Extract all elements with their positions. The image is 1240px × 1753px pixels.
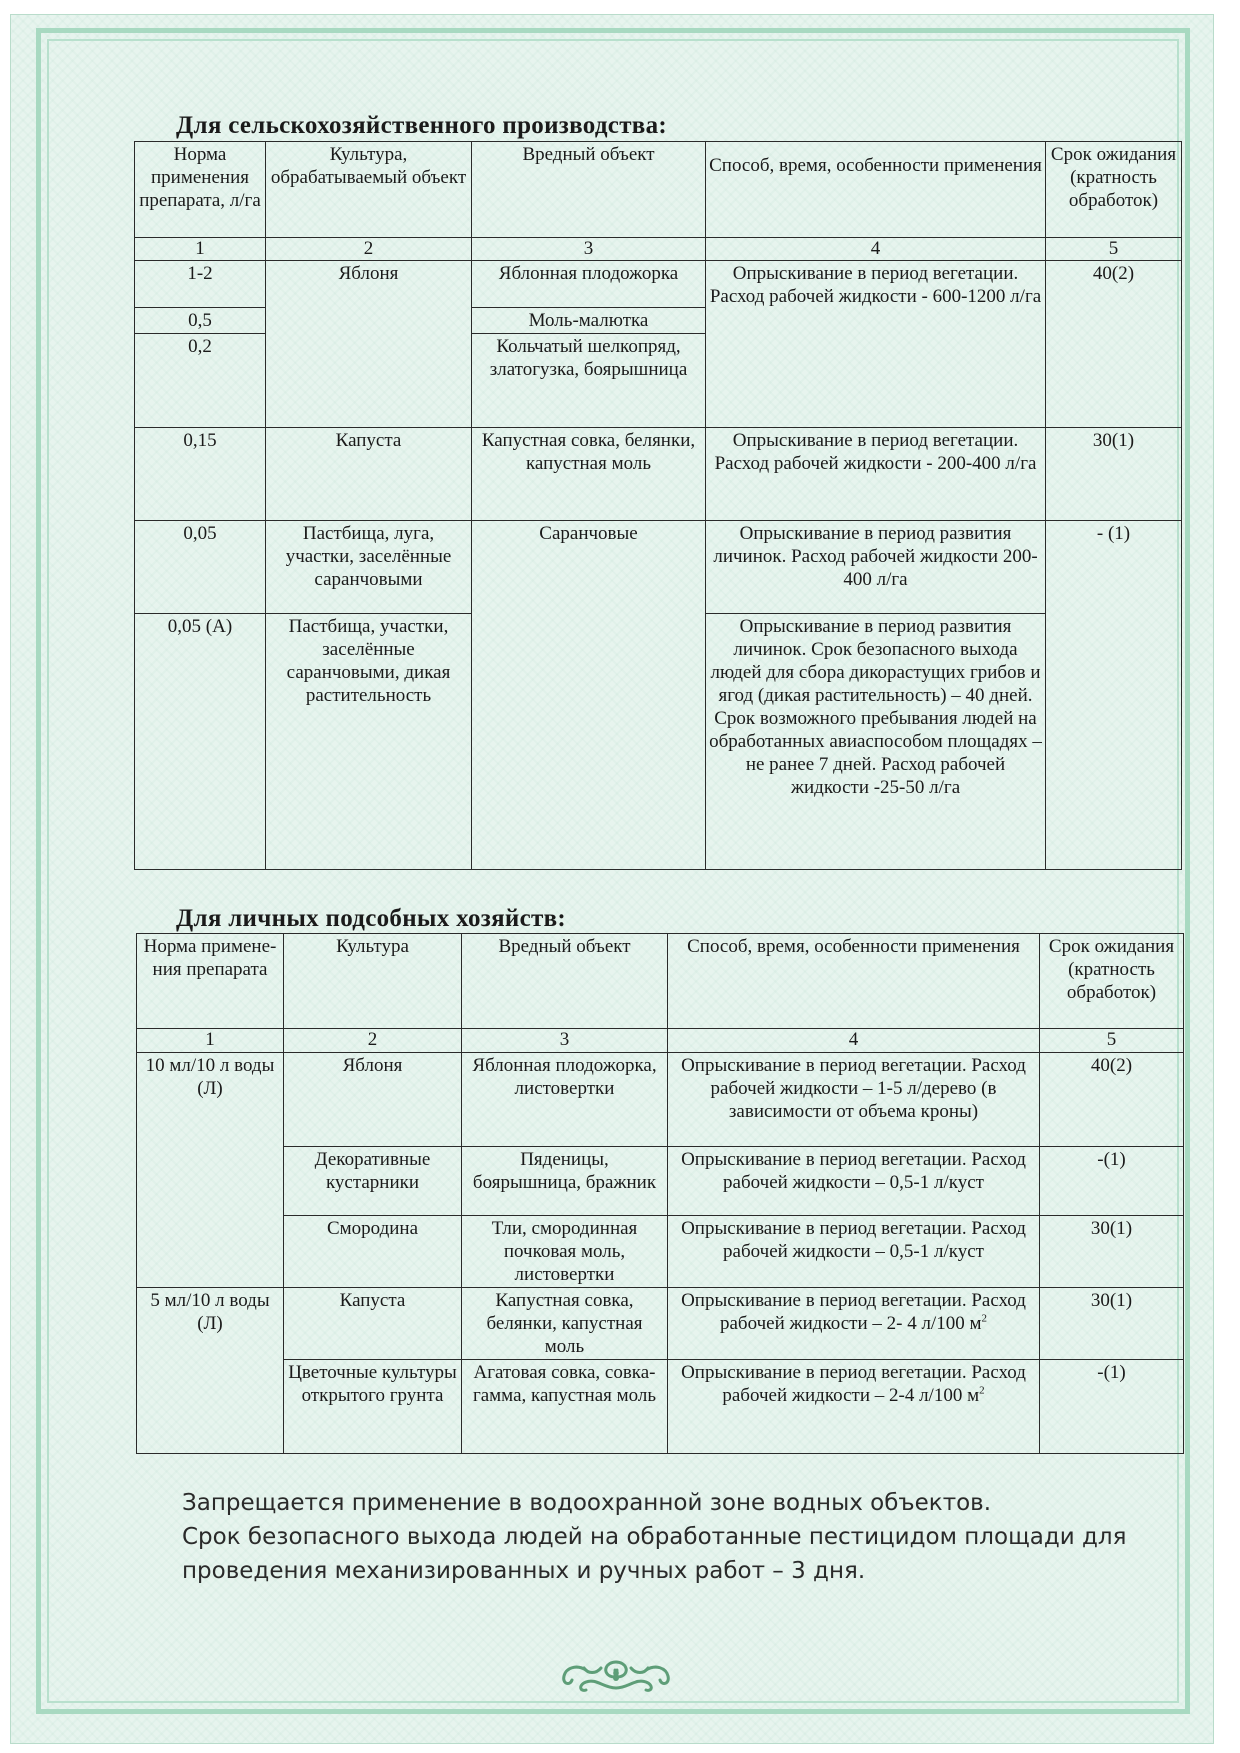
table-row: [135, 261, 1182, 308]
col-number: 4: [706, 238, 1046, 261]
column-number-row: [135, 238, 1182, 261]
col-number: 1: [135, 238, 266, 261]
wait-cell: -(1): [1040, 1360, 1184, 1454]
section-heading-household: Для личных подсобных хозяйств:: [176, 905, 567, 932]
pest-cell: Капустная совка, белянки, капустная моль: [472, 428, 706, 521]
culture-cell: Декоративные кустарники: [284, 1147, 462, 1216]
header-method: Способ, время, особенности применения: [706, 142, 1046, 238]
norm-cell: 0,2: [135, 334, 266, 428]
wait-cell: -(1): [1040, 1147, 1184, 1216]
norm-cell: 5 мл/10 л воды (Л): [137, 1288, 284, 1454]
col-number: 2: [266, 238, 472, 261]
culture-cell: Яблоня: [266, 261, 472, 428]
wait-cell: 30(1): [1040, 1216, 1184, 1288]
norm-cell: 0,05: [135, 521, 266, 614]
pest-cell: Пяденицы, боярышница, бражник: [462, 1147, 668, 1216]
header-culture: Культура: [284, 934, 462, 1029]
method-cell: Опрыскивание в период развития личинок. Расход рабочей жидкости 200-400 л/га: [706, 521, 1046, 614]
col-number: 2: [284, 1029, 462, 1053]
column-number-row: [137, 1029, 1184, 1053]
pest-cell: Саранчовые: [472, 521, 706, 870]
wait-cell: 30(1): [1040, 1288, 1184, 1360]
table-row: [137, 1147, 1184, 1216]
footer-line-2: Срок безопасного выхода людей на обработанные пестицидом площади для проведения механизированных и ручных работ – 3 дня.: [182, 1524, 1127, 1584]
superscript: 2: [979, 1384, 985, 1397]
table-row: [137, 1216, 1184, 1288]
pest-cell: Агатовая совка, совка-гамма, капустная моль: [462, 1360, 668, 1454]
pest-cell: Яблонная плодожорка, листовертки: [462, 1053, 668, 1147]
table-row: [135, 521, 1182, 614]
table-row: [137, 1053, 1184, 1147]
pest-cell: Тли, смородинная почковая моль, листовертки: [462, 1216, 668, 1288]
wait-cell: 40(2): [1040, 1053, 1184, 1147]
method-cell: Опрыскивание в период развития личинок. Срок безопасного выхода людей для сбора дикорастущих грибов и ягод (дикая растительность) – 40 дней. Срок возможного пребывания людей на обработанных авиаспособом площадях – не ранее 7 дней. Расход рабочей жидкости -25-50 л/га: [706, 614, 1046, 870]
header-wait: Срок ожидания (кратность обработок): [1040, 934, 1184, 1029]
norm-cell: 1-2: [135, 261, 266, 308]
col-number: 3: [462, 1029, 668, 1053]
footer-notes: [182, 1486, 1142, 1588]
col-number: 3: [472, 238, 706, 261]
norm-cell: 0,05 (А): [135, 614, 266, 870]
pest-cell: Моль-малютка: [472, 308, 706, 334]
norm-cell: 0,5: [135, 308, 266, 334]
pest-cell: Капустная совка, белянки, капустная моль: [462, 1288, 668, 1360]
culture-cell: Пастбища, луга, участки, заселённые саранчовыми: [266, 521, 472, 614]
culture-cell: Пастбища, участки, заселённые саранчовыми, дикая растительность: [266, 614, 472, 870]
superscript: 2: [981, 1312, 987, 1325]
norm-cell: 10 мл/10 л воды (Л): [137, 1053, 284, 1288]
pest-cell: Кольчатый шелкопряд, златогузка, боярышница: [472, 334, 706, 428]
col-number: 5: [1040, 1029, 1184, 1053]
table-row: [135, 428, 1182, 521]
section-heading-agricultural: Для сельскохозяйственного производства:: [176, 112, 667, 139]
culture-cell: Капуста: [266, 428, 472, 521]
table-header-row: [137, 934, 1184, 1029]
header-method: Способ, время, особенности применения: [668, 934, 1040, 1029]
method-cell: Опрыскивание в период вегетации. Расход рабочей жидкости - 600-1200 л/га: [706, 261, 1046, 428]
wait-cell: - (1): [1046, 521, 1182, 870]
culture-cell: Капуста: [284, 1288, 462, 1360]
ornament-icon: [556, 1656, 676, 1694]
col-number: 1: [137, 1029, 284, 1053]
method-text: Опрыскивание в период вегетации. Расход рабочей жидкости – 2- 4 л/100 м: [681, 1290, 1026, 1334]
culture-cell: Цветочные культуры открытого грунта: [284, 1360, 462, 1454]
table-row: [137, 1288, 1184, 1360]
header-pest: Вредный объект: [462, 934, 668, 1029]
table-row: [137, 1360, 1184, 1454]
method-cell: Опрыскивание в период вегетации. Расход рабочей жидкости – 1-5 л/дерево (в зависимости от объема кроны): [668, 1053, 1040, 1147]
agricultural-usage-table: [134, 141, 1182, 870]
wait-cell: 40(2): [1046, 261, 1182, 428]
culture-cell: Яблоня: [284, 1053, 462, 1147]
method-cell: [668, 1360, 1040, 1454]
method-text: Опрыскивание в период вегетации. Расход рабочей жидкости – 2-4 л/100 м: [681, 1362, 1026, 1406]
header-wait: Срок ожидания (кратность обработок): [1046, 142, 1182, 238]
method-cell: Опрыскивание в период вегетации. Расход рабочей жидкости – 0,5-1 л/куст: [668, 1216, 1040, 1288]
method-cell: [668, 1288, 1040, 1360]
wait-cell: 30(1): [1046, 428, 1182, 521]
household-usage-table: [136, 933, 1184, 1454]
norm-cell: 0,15: [135, 428, 266, 521]
footer-line-1: Запрещается применение в водоохранной зоне водных объектов.: [182, 1490, 992, 1516]
table-header-row: [135, 142, 1182, 238]
culture-cell: Смородина: [284, 1216, 462, 1288]
header-norm: Норма примене-ния препарата: [137, 934, 284, 1029]
col-number: 4: [668, 1029, 1040, 1053]
method-cell: Опрыскивание в период вегетации. Расход рабочей жидкости - 200-400 л/га: [706, 428, 1046, 521]
method-cell: Опрыскивание в период вегетации. Расход рабочей жидкости – 0,5-1 л/куст: [668, 1147, 1040, 1216]
header-norm: Норма применения препарата, л/га: [135, 142, 266, 238]
header-culture: Культура, обрабатываемый объект: [266, 142, 472, 238]
pest-cell: Яблонная плодожорка: [472, 261, 706, 308]
header-pest: Вредный объект: [472, 142, 706, 238]
col-number: 5: [1046, 238, 1182, 261]
